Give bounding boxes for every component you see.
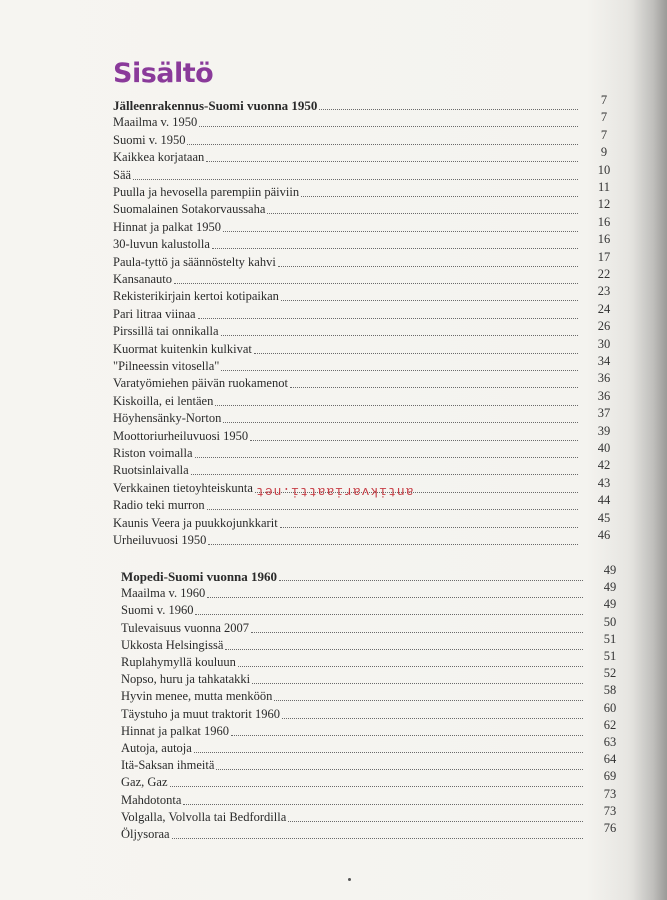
watermark-stamp: antikvariaatti.net	[255, 484, 414, 499]
toc-page-number: 10	[597, 162, 611, 177]
toc-entry-label: Suomi v. 1950	[113, 132, 186, 147]
toc-page-number: 12	[597, 197, 611, 212]
toc-page-number: 50	[603, 614, 617, 629]
toc-entry-label: Autoja, autoja	[121, 741, 192, 755]
toc-entry-label: Ruotsinlaivalla	[113, 463, 189, 478]
toc-page-number: 62	[603, 717, 617, 732]
toc-entry-label: Riston voimalla	[113, 446, 193, 460]
dot-leader	[280, 512, 578, 528]
dot-leader	[251, 617, 583, 633]
dot-leader	[191, 459, 578, 475]
toc-page-number: 49	[603, 580, 617, 595]
dot-leader	[207, 582, 583, 598]
toc-page-number: 73	[603, 803, 617, 818]
dot-leader	[254, 338, 578, 354]
page-dot	[348, 878, 351, 881]
toc-page-number: 7	[600, 110, 608, 125]
toc-section-label: Jälleenrakennus-Suomi vuonna 1950	[113, 98, 318, 113]
toc-entry-label: Pari litraa viinaa	[113, 306, 196, 321]
toc-page-number: 26	[597, 319, 611, 334]
toc-page-number: 76	[603, 821, 617, 835]
toc-section-label: Mopedi-Suomi vuonna 1960	[121, 569, 278, 584]
dot-leader	[216, 754, 583, 770]
toc-entry-label: Maailma v. 1950	[113, 115, 198, 130]
toc-entry-label: 30-luvun kalustolla	[113, 237, 210, 252]
toc-page-number: 30	[597, 336, 611, 351]
toc-entry-label: Kuormat kuitenkin kulkivat	[113, 341, 252, 356]
dot-leader	[223, 407, 578, 423]
dot-leader	[290, 372, 578, 388]
dot-leader	[206, 146, 578, 162]
toc-entry-label: Pirssillä tai onnikalla	[113, 324, 219, 339]
toc-page-number: 51	[603, 649, 617, 663]
dot-leader	[133, 164, 578, 180]
dot-leader	[250, 425, 578, 441]
dot-leader	[231, 720, 583, 736]
toc-page-number: 39	[597, 423, 611, 438]
toc-page-number: 24	[597, 301, 611, 316]
toc-entry-label: Kaunis Veera ja puukkojunkkarit	[113, 515, 278, 530]
toc-entry-label: Puulla ja hevosella parempiin päiviin	[113, 185, 300, 199]
toc-page-number: 22	[597, 267, 611, 281]
toc-entry-label: Kiskoilla, ei lentäen	[113, 393, 214, 408]
dot-leader	[238, 651, 583, 667]
toc-page-number: 49	[603, 597, 617, 612]
toc-page-number: 46	[597, 528, 611, 542]
toc-entry-label: Mahdotonta	[121, 792, 182, 807]
dot-leader	[198, 303, 578, 319]
toc-page-number: 43	[597, 475, 611, 490]
toc-page-number: 7	[600, 127, 608, 142]
toc-entry-label: Kaikkea korjataan	[113, 150, 205, 165]
toc-entry-label: Ukkosta Helsingissä	[121, 637, 224, 652]
toc-page-number: 63	[603, 735, 617, 749]
dot-leader	[223, 216, 578, 232]
toc-entry-label: Öljysoraa	[121, 827, 170, 841]
toc-page-number: 34	[597, 354, 611, 368]
dot-leader	[195, 599, 583, 615]
toc-entry-label: Maailma v. 1960	[121, 586, 206, 601]
toc-entry-label: Radio teki murron	[113, 498, 205, 513]
toc-entry-label: Kansanauto	[113, 272, 173, 286]
toc-entry-label: Höyhensänky-Norton	[113, 411, 222, 426]
dot-leader	[267, 198, 578, 214]
toc-page-number: 42	[597, 458, 611, 473]
toc-page-number: 7	[600, 93, 608, 107]
toc-entry-label: Suomalainen Sotakorvaussaha	[113, 202, 266, 217]
toc-page-number: 45	[597, 510, 611, 525]
dot-leader	[281, 285, 578, 301]
toc-page-number: 17	[597, 249, 611, 264]
toc-entry-label: "Pilneessin vitosella"	[113, 359, 220, 373]
dot-leader	[274, 685, 583, 701]
toc-entry-label: Volgalla, Volvolla tai Bedfordilla	[121, 809, 287, 824]
dot-leader	[215, 390, 578, 406]
dot-leader	[195, 442, 578, 458]
toc-page-number: 49	[603, 563, 617, 577]
dot-leader	[183, 789, 583, 805]
toc-page-number: 11	[597, 180, 611, 194]
dot-leader	[225, 634, 583, 650]
toc-entry	[113, 531, 578, 548]
toc-entry-label: Gaz, Gaz	[121, 775, 168, 790]
toc-entry-label: Hinnat ja palkat 1960	[121, 723, 229, 738]
dot-leader	[319, 94, 578, 110]
toc-entry-label: Verkkainen tietoyhteiskunta	[113, 480, 253, 495]
toc-page-number: 69	[603, 769, 617, 784]
toc-page-number: 36	[597, 388, 611, 403]
dot-leader	[187, 129, 578, 145]
dot-leader	[212, 233, 578, 249]
dot-leader	[199, 111, 578, 127]
toc-page-number: 16	[597, 232, 611, 247]
toc-page-number: 9	[600, 145, 608, 160]
dot-leader	[221, 355, 578, 371]
toc-entry-label: Paula-tyttö ja säännöstelty kahvi	[113, 254, 276, 269]
toc-page-number: 51	[603, 631, 617, 646]
dot-leader	[172, 823, 583, 839]
toc-entry-label: Itä-Saksan ihmeitä	[121, 758, 215, 773]
toc-entry-label: Varatyömiehen päivän ruokamenot	[113, 376, 288, 391]
toc-page-number: 16	[597, 214, 611, 229]
toc-page-number: 37	[597, 406, 611, 421]
dot-leader	[288, 806, 583, 822]
toc-page-number: 36	[597, 371, 611, 386]
toc-entry-label: Hinnat ja palkat 1950	[113, 219, 221, 234]
dot-leader	[279, 565, 583, 581]
toc-entry-label: Rekisterikirjain kertoi kotipaikan	[113, 289, 279, 304]
toc-entry-label: Suomi v. 1960	[121, 603, 194, 618]
toc-entry-label: Urheiluvuosi 1950	[113, 533, 207, 547]
toc-entry-label: Hyvin menee, mutta menköön	[121, 689, 273, 704]
toc-page-number: 73	[603, 786, 617, 801]
dot-leader	[174, 268, 578, 284]
toc-entry	[121, 825, 583, 842]
toc-page-number: 40	[597, 441, 611, 455]
dot-leader	[221, 320, 578, 336]
toc-page-number: 52	[603, 666, 617, 681]
dot-leader	[282, 703, 583, 719]
page-title: Sisältö	[113, 58, 214, 89]
toc-entry-label: Tulevaisuus vuonna 2007	[121, 620, 250, 635]
toc-entry-label: Ruplahymyllä kouluun	[121, 655, 236, 669]
toc-entry-label: Sää	[113, 167, 132, 182]
dot-leader	[252, 668, 583, 684]
toc-entry-label: Nopso, huru ja tahkatakki	[121, 672, 251, 687]
dot-leader	[194, 737, 583, 753]
toc-page-number: 58	[603, 683, 617, 698]
toc-entry-label: Täystuho ja muut traktorit 1960	[121, 706, 281, 721]
toc-entry-label: Moottoriurheiluvuosi 1950	[113, 428, 249, 443]
dot-leader	[278, 251, 578, 267]
toc-page-number: 23	[597, 284, 611, 299]
toc-page-number: 44	[597, 493, 611, 508]
toc-page-number: 64	[603, 752, 617, 767]
dot-leader	[170, 771, 584, 787]
toc-page-number: 60	[603, 700, 617, 715]
dot-leader	[208, 529, 578, 545]
dot-leader	[301, 181, 578, 197]
